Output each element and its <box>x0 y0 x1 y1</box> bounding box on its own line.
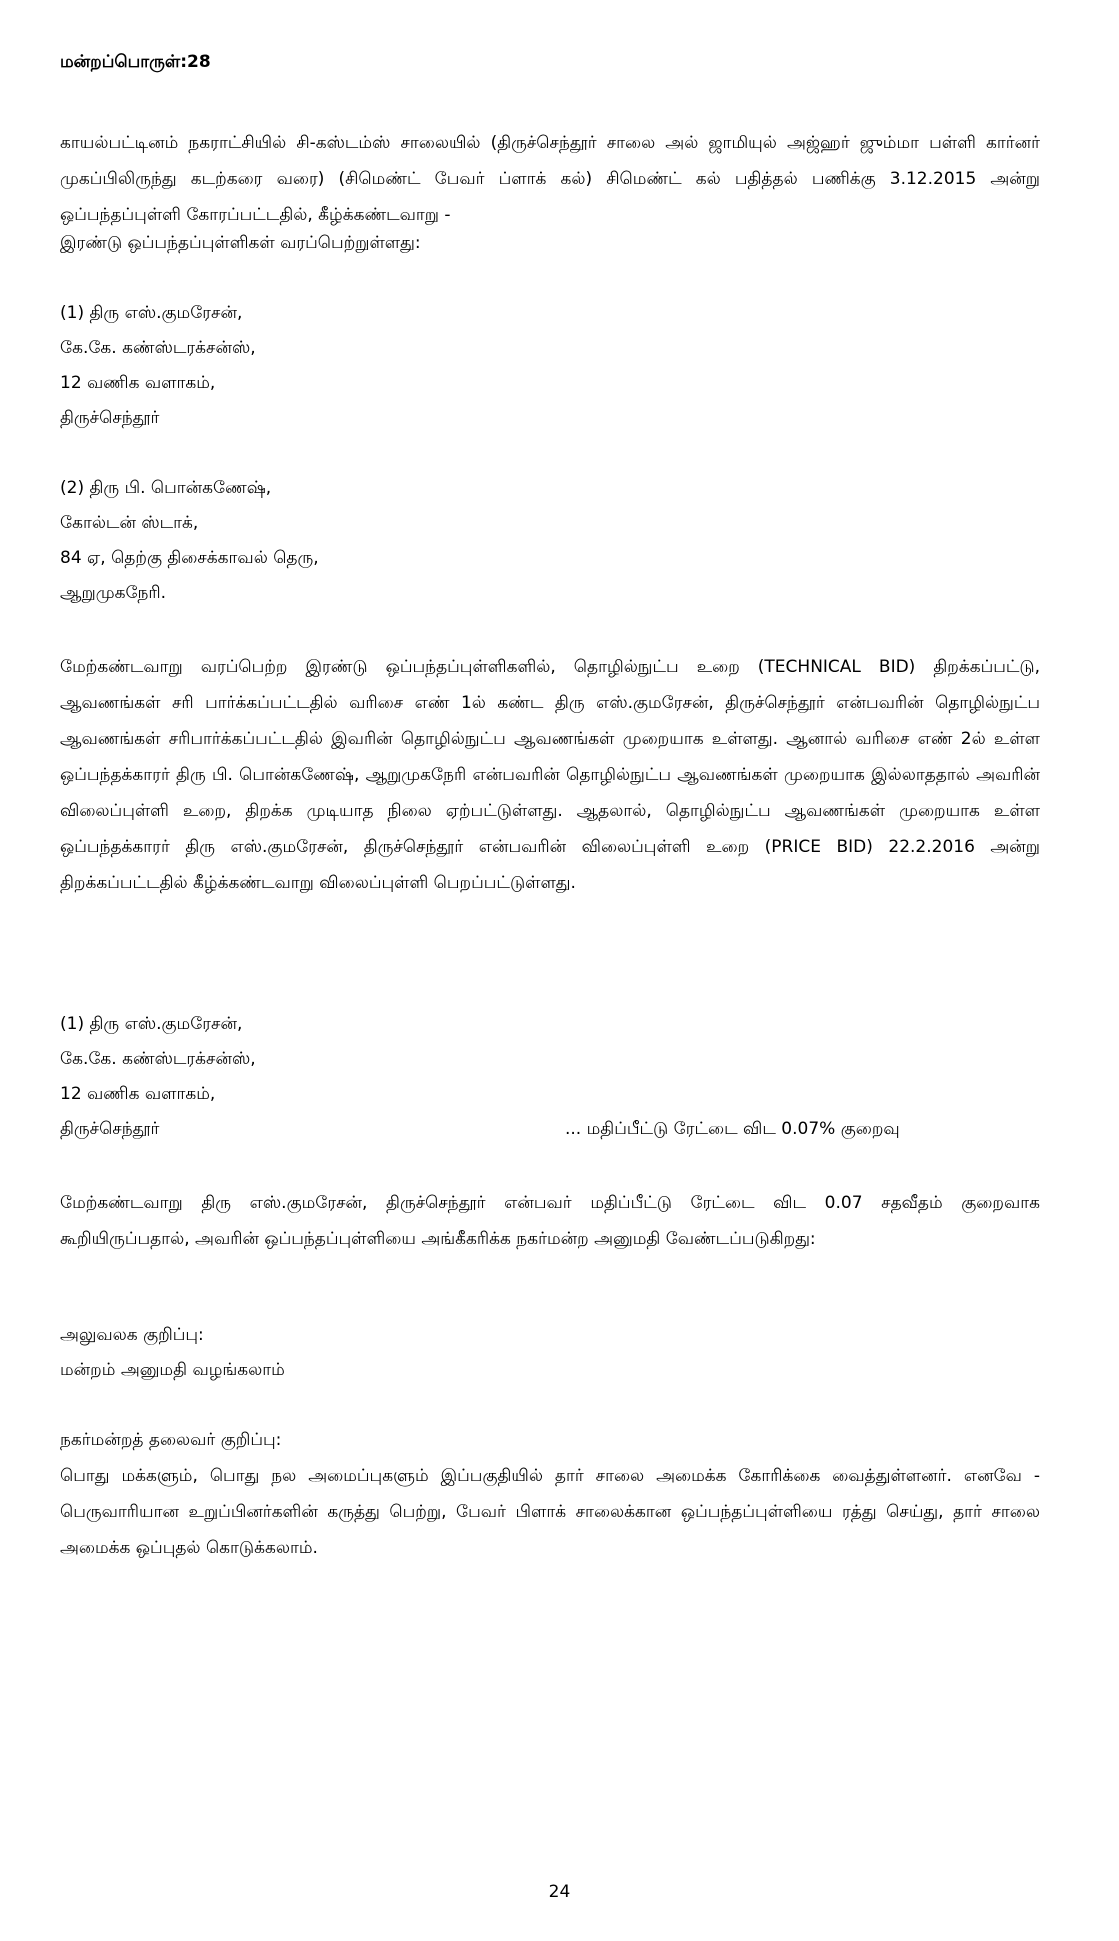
page-number: 24 <box>548 1882 571 1902</box>
bidder-1-line-2: கே.கே. கண்ஸ்டரக்சன்ஸ், <box>60 338 256 358</box>
bidder-2-line-2: கோல்டன் ஸ்டாக், <box>60 513 199 533</box>
agenda-item-heading: மன்றப்பொருள்:28 <box>60 52 211 72</box>
technical-bid-paragraph: மேற்கண்டவாறு வரப்பெற்ற இரண்டு ஒப்பந்தப்புள்ளிகளில், தொழில்நுட்ப உறை (TECHNICAL BID) திறக்கப்பட்டு, ஆவணங்கள் சரி பார்க்கப்பட்டதில் வரிசை எண் 1ல் கண்ட திரு எஸ்.குமரேசன், திருச்செந்தூர் என்பவரின் தொழில்நுட்ப ஆவணங்கள் சரிபார்க்கப்பட்டதில் இவரின் தொழில்நுட்ப ஆவணங்கள் முறையாக உள்ளது. ஆனால் வரிசை எண் 2ல் உள்ள ஒப்பந்தக்காரர் திரு பி. பொன்கணேஷ், ஆறுமுகநேரி என்பவரின் தொழில்நுட்ப ஆவணங்கள் முறையாக இல்லாததால் அவரின் விலைப்புள்ளி உறை, திறக்க முடியாத நிலை ஏற்பட்டுள்ளது. ஆதலால், தொழில்நுட்ப ஆவணங்கள் முறையாக உள்ள ஒப்பந்தக்காரர் திரு எஸ்.குமரேசன், திருச்செந்தூர் என்பவரின் விலைப்புள்ளி உறை (PRICE BID) 22.2.2016 அன்று திறக்கப்பட்டதில் கீழ்க்கண்டவாறு விலைப்புள்ளி பெறப்பட்டுள்ளது. <box>60 657 1041 893</box>
price-bidder-line-3: 12 வணிக வளாகம், <box>60 1084 216 1104</box>
bidder-2-line-1: (2) திரு பி. பொன்கணேஷ், <box>60 478 272 498</box>
price-bidder-line-4: திருச்செந்தூர் <box>60 1119 160 1139</box>
received-statement: இரண்டு ஒப்பந்தப்புள்ளிகள் வரப்பெற்றுள்ளது: <box>60 233 421 253</box>
price-bidder-line-1: (1) திரு எஸ்.குமரேசன், <box>60 1014 243 1034</box>
office-note-text: மன்றம் அனுமதி வழங்கலாம் <box>60 1360 285 1380</box>
rate-note: ... மதிப்பீட்டு ரேட்டை விட 0.07% குறைவு <box>565 1119 900 1139</box>
bidder-1-line-3: 12 வணிக வளாகம், <box>60 373 216 393</box>
chairman-note-text: பொது மக்களும், பொது நல அமைப்புகளும் இப்பகுதியில் தார் சாலை அமைக்க கோரிக்கை வைத்துள்ளனர். எனவே - பெருவாரியான உறுப்பினர்களின் கருத்து பெற்று, பேவர் பிளாக் சாலைக்கான ஒப்பந்தப்புள்ளியை ரத்து செய்து, தார் சாலை அமைக்க ஒப்புதல் கொடுக்கலாம். <box>60 1466 1040 1558</box>
bidder-1-line-4: திருச்செந்தூர் <box>60 408 160 428</box>
intro-paragraph: காயல்பட்டினம் நகராட்சியில் சி-கஸ்டம்ஸ் சாலையில் (திருச்செந்தூர் சாலை அல் ஜாமியுல் அஜ்ஹர் ஜும்மா பள்ளி கார்னர் முகப்பிலிருந்து கடற்கரை வரை) (சிமெண்ட் பேவர் ப்ளாக் கல்) சிமெண்ட் கல் பதித்தல் பணிக்கு 3.12.2015 அன்று ஒப்பந்தப்புள்ளி கோரப்பட்டதில், கீழ்க்கண்டவாறு - <box>60 133 1040 225</box>
bidder-2-line-4: ஆறுமுகநேரி. <box>60 583 167 603</box>
price-bidder-line-2: கே.கே. கண்ஸ்டரக்சன்ஸ், <box>60 1049 256 1069</box>
bidder-2-line-3: 84 ஏ, தெற்கு திசைக்காவல் தெரு, <box>60 548 319 568</box>
approval-paragraph: மேற்கண்டவாறு திரு எஸ்.குமரேசன், திருச்செந்தூர் என்பவர் மதிப்பீட்டு ரேட்டை விட 0.07 சதவீதம் குறைவாக கூறியிருப்பதால், அவரின் ஒப்பந்தப்புள்ளியை அங்கீகரிக்க நகர்மன்ற அனுமதி வேண்டப்படுகிறது: <box>60 1193 1040 1249</box>
bidder-1-line-1: (1) திரு எஸ்.குமரேசன், <box>60 303 243 323</box>
chairman-note-label: நகர்மன்றத் தலைவர் குறிப்பு: <box>60 1430 282 1450</box>
office-note-label: அலுவலக குறிப்பு: <box>60 1325 204 1345</box>
